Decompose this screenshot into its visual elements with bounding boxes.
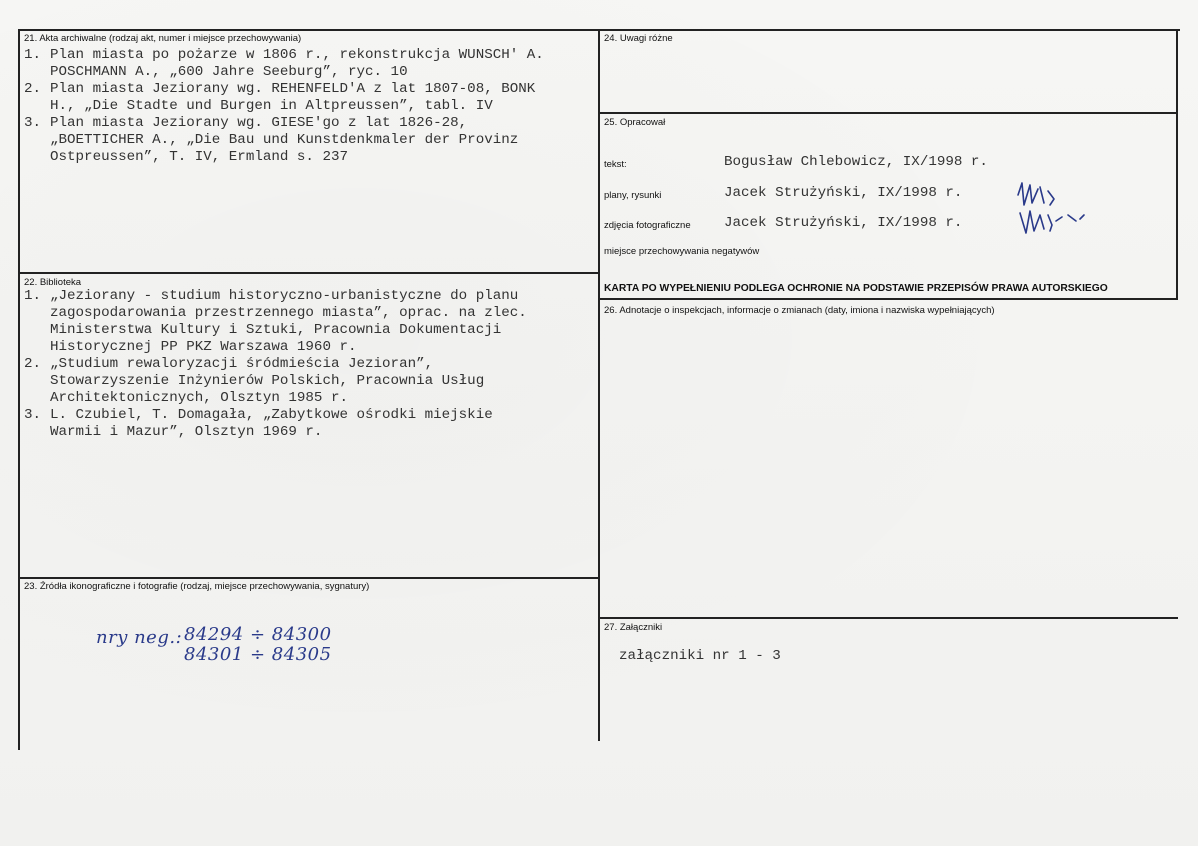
left-border [18,29,20,750]
author-photos-label: zdjęcia fotograficzne [604,220,691,231]
divider-25-note [598,298,1178,300]
signature-image [1010,175,1100,245]
attachments-value: załączniki nr 1 - 3 [619,648,781,664]
section-22-list [24,288,594,441]
list-item [24,288,594,356]
top-border-right [598,29,1180,31]
list-item-text: Plan miasta Jeziorany wg. GIESE'go z lat 1826-28, „BOETTICHER A., „Die Bau und Kunstdenkmaler der Provinz Ostpreussen”, T. IV, Ermland s. 237 [50,115,519,165]
list-item-number: 1. [24,47,42,63]
author-text-label: tekst: [604,159,627,170]
list-item [24,115,594,166]
right-border [1176,29,1178,299]
list-item-number: 2. [24,356,42,372]
section-26-title: 26. Adnotacje o inspekcjach, informacje o zmianach (daty, imiona i nazwiska wypełniających) [604,305,995,316]
list-item-number: 1. [24,288,42,304]
list-item [24,407,594,441]
section-21-list [24,47,594,166]
section-24-title: 24. Uwagi różne [604,33,673,44]
list-item [24,47,594,81]
author-text-value: Bogusław Chlebowicz, IX/1998 r. [724,154,988,170]
list-item-number: 3. [24,407,42,423]
list-item-text: Plan miasta Jeziorany wg. REHENFELD'A z lat 1807-08, BONK H., „Die Stadte und Burgen in Altpreussen”, tabl. IV [50,81,536,114]
handwritten-negatives-label: nry neg.: [96,627,183,648]
list-item-text: „Jeziorany - studium historyczno-urbanistyczne do planu zagospodarowania przestrzennego miasta”, oprac. na zlec. Ministerstwa Kultury i Sztuki, Pracownia Dokumentacji Historycznej PP PKZ Warszawa 1960 r. [50,288,527,355]
divider-21-22 [18,272,600,274]
copyright-note: KARTA PO WYPEŁNIENIU PODLEGA OCHRONIE NA PODSTAWIE PRZEPISÓW PRAWA AUTORSKIEGO [604,283,1108,294]
handwritten-negatives-range-1: 84294 ÷ 84300 [184,624,332,645]
divider-26-27 [598,617,1178,619]
list-item [24,356,594,407]
list-item-text: „Studium rewaloryzacji śródmieścia Jezioran”, Stowarzyszenie Inżynierów Polskich, Pracownia Usług Architektonicznych, Olsztyn 1985 r. [50,356,485,406]
author-plans-value: Jacek Strużyński, IX/1998 r. [724,185,963,201]
list-item-number: 3. [24,115,42,131]
author-plans-label: plany, rysunki [604,190,662,201]
negatives-location-label: miejsce przechowywania negatywów [604,246,760,257]
section-21-title: 21. Akta archiwalne (rodzaj akt, numer i miejsce przechowywania) [24,33,302,44]
list-item [24,81,594,115]
section-27-title: 27. Załączniki [604,622,663,633]
center-divider [598,29,600,741]
handwritten-negatives-range-2: 84301 ÷ 84305 [184,644,332,665]
author-photos-value: Jacek Strużyński, IX/1998 r. [724,215,963,231]
divider-22-23 [18,577,600,579]
list-item-number: 2. [24,81,42,97]
list-item-text: L. Czubiel, T. Domagała, „Zabytkowe ośrodki miejskie Warmii i Mazur”, Olsztyn 1969 r. [50,407,493,440]
section-22-title: 22. Biblioteka [24,277,82,288]
top-border-left [18,29,600,31]
section-23-title: 23. Źródła ikonograficzne i fotografie (rodzaj, miejsce przechowywania, sygnatury) [24,581,370,592]
divider-24-25 [598,112,1178,114]
list-item-text: Plan miasta po pożarze w 1806 r., rekonstrukcja WUNSCH' A. POSCHMANN A., „600 Jahre Seeburg”, ryc. 10 [50,47,544,80]
section-25-title: 25. Opracował [604,117,666,128]
